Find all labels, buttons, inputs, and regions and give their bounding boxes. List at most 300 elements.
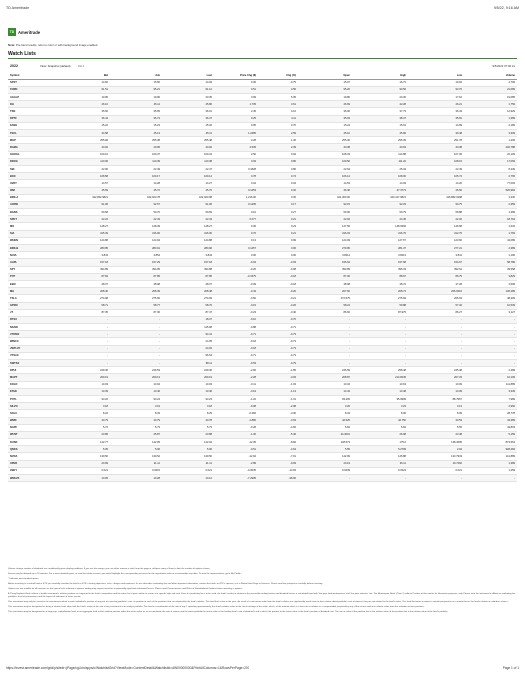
disclosure-paragraph: * Indicates non-standard option.: [8, 578, 39, 580]
table-cell: 111.22: [352, 158, 408, 165]
table-cell: 275.00: [110, 295, 162, 302]
table-row[interactable]: [8, 151, 517, 158]
symbol-link[interactable]: EBO: [8, 280, 58, 287]
table-cell: 87.85: [110, 273, 162, 280]
page-title: Watch Lists: [8, 51, 36, 57]
symbol-link[interactable]: GPRO: [8, 302, 58, 309]
table-row[interactable]: [8, 431, 517, 438]
table-cell: 246.59: [298, 367, 352, 374]
table-cell: 46.69: [298, 101, 352, 108]
table-cell: -: [58, 345, 110, 352]
table-cell: 256.39: [352, 137, 408, 144]
table-cell: 105.74: [408, 173, 464, 180]
table-cell: 108.00: [352, 173, 408, 180]
table-cell: 23.86: [58, 431, 110, 438]
table-cell: 0.21: [258, 230, 298, 237]
symbol-link[interactable]: XPER: [8, 460, 58, 467]
table-cell: 22.43: [110, 216, 162, 223]
table-row[interactable]: [8, 288, 517, 295]
table-cell: 0.80: [258, 165, 298, 172]
table-cell: 0.0215: [110, 467, 162, 474]
table-cell: 5.35: [258, 94, 298, 101]
symbol-link[interactable]: FANG: [8, 122, 58, 129]
table-cell: 142.95: [110, 439, 162, 446]
table-cell: -0.73: [258, 331, 298, 338]
table-row[interactable]: [8, 209, 517, 216]
table-cell: 108.58: [58, 173, 110, 180]
table-row[interactable]: [8, 201, 517, 208]
note-label: Note:: [8, 43, 16, 47]
table-cell: 36.00: [298, 108, 352, 115]
table-cell: 43,389: [464, 417, 517, 424]
table-row[interactable]: [8, 439, 517, 446]
column-header[interactable]: Price Chg ($): [214, 72, 258, 79]
column-header[interactable]: Bid: [58, 72, 110, 79]
table-row[interactable]: [8, 165, 517, 172]
table-row[interactable]: [8, 86, 517, 93]
table-row[interactable]: [8, 352, 517, 359]
table-cell: 208.48: [162, 288, 214, 295]
table-cell: 35.65: [110, 108, 162, 115]
table-row[interactable]: [8, 144, 517, 151]
table-cell: -0.0035: [214, 467, 258, 474]
table-cell: 21.11: [110, 460, 162, 467]
table-cell: -3.30: [258, 410, 298, 417]
symbol-link[interactable]: RAMA: [8, 144, 58, 151]
symbol-link[interactable]: DPUI: [8, 367, 58, 374]
table-cell: 24.93: [162, 345, 214, 352]
table-cell: 45.10: [298, 130, 352, 137]
table-cell: 8.33: [110, 410, 162, 417]
view-selector[interactable]: View: Snapshot (default): [40, 64, 71, 68]
table-row[interactable]: [8, 130, 517, 137]
note-text: Pre-hand results, refer to color or with background image enabled.: [15, 43, 99, 47]
td-logo-icon: TD: [9, 30, 15, 34]
table-cell: 4.535: [214, 144, 258, 151]
symbol-link[interactable]: NUVL: [8, 252, 58, 259]
symbol-link[interactable]: AAPL: [8, 259, 58, 266]
table-cell: 3.18: [58, 403, 110, 410]
table-cell: 208.74: [352, 288, 408, 295]
symbol-link[interactable]: AGALP: [8, 94, 58, 101]
table-cell: 46.50: [408, 187, 464, 194]
table-row[interactable]: [8, 280, 517, 287]
table-cell: 3,339: [464, 388, 517, 395]
table-cell: 14.53: [298, 180, 352, 187]
table-cell: 77,093: [464, 180, 517, 187]
table-cell: -: [408, 338, 464, 345]
symbol-link[interactable]: TSN: [8, 108, 58, 115]
symbol-link[interactable]: NSAW: [8, 324, 58, 331]
table-cell: 274.98: [58, 295, 110, 302]
table-cell: -: [110, 331, 162, 338]
symbol-link[interactable]: ZBKY: [8, 467, 58, 474]
table-cell: 2.39: [258, 144, 298, 151]
table-cell: 315.39: [58, 230, 110, 237]
table-cell: 24.3001: [298, 431, 352, 438]
table-cell: -: [58, 331, 110, 338]
symbol-link[interactable]: QNKS: [8, 446, 58, 453]
symbol-link[interactable]: BOX: [8, 173, 58, 180]
table-cell: -0.60: [214, 295, 258, 302]
symbol-link[interactable]: BGNS: [8, 209, 58, 216]
table-row[interactable]: [8, 180, 517, 187]
table-cell: -0.03: [258, 259, 298, 266]
table-row[interactable]: [8, 316, 517, 323]
table-cell: 95.21: [110, 86, 162, 93]
table-cell: 87.36: [110, 309, 162, 316]
column-header[interactable]: Symbol: [8, 72, 58, 79]
table-cell: 1,759: [464, 101, 517, 108]
table-cell: 0.30: [258, 194, 298, 201]
table-row[interactable]: [8, 453, 517, 460]
table-cell: 208.87: [298, 374, 352, 381]
table-row[interactable]: [8, 223, 517, 230]
symbol-link[interactable]: BRK.B: [8, 245, 58, 252]
table-row[interactable]: [8, 230, 517, 237]
table-cell: 207.60: [298, 288, 352, 295]
table-cell: 10.03: [58, 381, 110, 388]
print-header: [6, 6, 519, 14]
table-cell: 1,389: [464, 460, 517, 467]
symbol-link[interactable]: WINCX: [8, 338, 58, 345]
symbol-link[interactable]: SIA: [8, 230, 58, 237]
table-row[interactable]: [8, 259, 517, 266]
table-cell: 156.64: [298, 259, 352, 266]
table-row[interactable]: [8, 395, 517, 402]
table-cell: -: [352, 352, 408, 359]
symbol-link[interactable]: IRM: [8, 187, 58, 194]
table-cell: 422,923.98: [162, 194, 214, 201]
table-cell: 109.16: [58, 151, 110, 158]
table-row[interactable]: [8, 295, 517, 302]
table-cell: 59.79: [352, 209, 408, 216]
table-cell: 274.99: [162, 295, 214, 302]
table-cell: 0.25: [214, 115, 258, 122]
table-cell: 255.38: [110, 137, 162, 144]
table-cell: 46.46: [298, 187, 352, 194]
table-cell: -0.21: [258, 295, 298, 302]
table-cell: 280.91: [110, 245, 162, 252]
symbol-link[interactable]: NVDA: [8, 453, 58, 460]
symbol-link[interactable]: SWTSX: [8, 360, 58, 367]
table-cell: 142.99: [298, 453, 352, 460]
table-row[interactable]: [8, 302, 517, 309]
table-cell: 142.77: [58, 439, 110, 446]
table-cell: 1,196: [464, 252, 517, 259]
table-row[interactable]: [8, 108, 517, 115]
table-cell: -1.30: [214, 431, 258, 438]
symbol-link[interactable]: SPY: [8, 266, 58, 273]
table-row[interactable]: [8, 460, 517, 467]
symbol-link[interactable]: KOLD: [8, 381, 58, 388]
table-cell: -: [298, 316, 352, 323]
table-cell: 15.97: [298, 79, 352, 86]
table-cell: 209.19: [162, 374, 214, 381]
table-row[interactable]: [8, 187, 517, 194]
table-cell: -: [464, 475, 517, 482]
table-row[interactable]: [8, 266, 517, 273]
disclosure-paragraph: This investment may be designated as a large-cap, capitalization fund, or an aggregate fund to their relative position within the return value as an accumulated; the rate of returns and the entire portfolio the return value is the leading fund's rate of dividend's and in which the positive to the return value is the fund's position of dividend cost. The rise in value of the position that is the relative value of the position that is the relative value of the fund's portfolio.: [8, 611, 448, 614]
symbol-link[interactable]: MH: [8, 288, 58, 295]
table-cell: 3.23: [352, 403, 408, 410]
table-cell: 42.525: [298, 417, 352, 424]
table-cell: 3.19: [110, 403, 162, 410]
table-cell: 14.28: [110, 180, 162, 187]
table-cell: 95.9999: [352, 395, 408, 402]
table-cell: 124.09: [298, 237, 352, 244]
table-cell: 208.49: [110, 288, 162, 295]
symbol-link[interactable]: PYP: [8, 273, 58, 280]
table-row[interactable]: [8, 237, 517, 244]
symbol-link[interactable]: ETHE: [8, 388, 58, 395]
table-cell: 148.27: [162, 223, 214, 230]
symbol-link[interactable]: VTOMX: [8, 331, 58, 338]
symbol-link[interactable]: JT: [8, 309, 58, 316]
column-header[interactable]: Low: [408, 72, 464, 79]
column-header[interactable]: Ask: [110, 72, 162, 79]
symbol-link[interactable]: JWTLVF: [8, 345, 58, 352]
symbol-link[interactable]: NAPF: [8, 424, 58, 431]
table-cell: 58.71: [58, 302, 110, 309]
table-cell: 1,634: [464, 223, 517, 230]
table-cell: 209.13: [110, 374, 162, 381]
table-cell: 20.19: [298, 460, 352, 467]
table-cell: -1.13: [258, 388, 298, 395]
table-row[interactable]: [8, 381, 517, 388]
table-cell: 40.92: [58, 144, 110, 151]
column-header[interactable]: Open: [298, 72, 352, 79]
column-header[interactable]: High: [352, 72, 408, 79]
table-cell: -0.18: [214, 338, 258, 345]
symbol-link[interactable]: WUST: [8, 431, 58, 438]
table-cell: 141,889: [464, 453, 517, 460]
table-cell: 0.80: [258, 158, 298, 165]
table-cell: 147.56: [298, 223, 352, 230]
table-row[interactable]: [8, 137, 517, 144]
symbol-link[interactable]: SBI: [8, 165, 58, 172]
table-row[interactable]: [8, 475, 517, 482]
brand-logo[interactable]: [8, 28, 40, 36]
table-cell: -4.66: [258, 424, 298, 431]
symbol-link[interactable]: WNUZF: [8, 475, 58, 482]
symbol-link[interactable]: DH: [8, 101, 58, 108]
table-cell: 110.06: [58, 158, 110, 165]
disclosure-paragraph: Volume change number of dividends are conditionally given display problems. If you use the margin, you can either remove a stock from the page or collapse some of them to limit the number of options shown.: [8, 568, 211, 570]
table-cell: 0.74: [258, 173, 298, 180]
table-cell: 1,769: [464, 230, 517, 237]
table-cell: 44,089: [464, 237, 517, 244]
table-cell: 14.27: [162, 180, 214, 187]
view-value[interactable]: Intl 1: [78, 64, 85, 68]
symbol-link[interactable]: GOOGL: [8, 151, 58, 158]
table-row[interactable]: [8, 101, 517, 108]
table-cell: 209.19: [58, 374, 110, 381]
table-row[interactable]: [8, 374, 517, 381]
table-cell: 142.94: [162, 439, 214, 446]
symbol-link[interactable]: SPKT: [8, 216, 58, 223]
symbol-link[interactable]: TECL: [8, 130, 58, 137]
table-row[interactable]: [8, 331, 517, 338]
table-row[interactable]: [8, 273, 517, 280]
symbol-link[interactable]: WHEN: [8, 237, 58, 244]
table-cell: -0.15: [214, 302, 258, 309]
table-cell: 47.3773: [352, 187, 408, 194]
table-cell: 3.843: [162, 252, 214, 259]
table-cell: -: [408, 345, 464, 352]
table-row[interactable]: [8, 338, 517, 345]
table-cell: 88.7957: [408, 395, 464, 402]
table-cell: -: [298, 324, 352, 331]
table-cell: 3,430: [464, 194, 517, 201]
table-cell: 255.30: [298, 137, 352, 144]
table-cell: 19,085: [464, 94, 517, 101]
table-cell: 127.67: [352, 237, 408, 244]
table-row[interactable]: [8, 410, 517, 417]
column-header[interactable]: Chg (%): [258, 72, 298, 79]
table-row[interactable]: [8, 115, 517, 122]
table-cell: 275.84: [352, 295, 408, 302]
table-cell: -0.18: [258, 273, 298, 280]
symbol-link[interactable]: MAPT: [8, 374, 58, 381]
table-cell: 0.23: [258, 223, 298, 230]
table-cell: 48.07: [58, 280, 110, 287]
table-cell: 1,259: [464, 467, 517, 474]
table-row[interactable]: [8, 216, 517, 223]
table-cell: -: [464, 331, 517, 338]
symbol-link[interactable]: RTSX: [8, 316, 58, 323]
table-row[interactable]: [8, 309, 517, 316]
symbol-link[interactable]: SOLC: [8, 410, 58, 417]
table-cell: 0.95: [214, 122, 258, 129]
table-row[interactable]: [8, 388, 517, 395]
table-cell: 37.73: [352, 108, 408, 115]
table-row[interactable]: [8, 446, 517, 453]
table-cell: -0.20: [258, 288, 298, 295]
table-cell: 22.49: [110, 165, 162, 172]
table-cell: 0.021: [408, 467, 464, 474]
symbol-link[interactable]: TSLA: [8, 295, 58, 302]
table-row[interactable]: [8, 158, 517, 165]
table-cell: 42.750: [352, 417, 408, 424]
symbol-link[interactable]: SILVO: [8, 403, 58, 410]
table-cell: -: [408, 316, 464, 323]
print-note: [8, 43, 98, 47]
table-cell: 18.37: [162, 316, 214, 323]
table-cell: 928,484: [464, 446, 517, 453]
table-cell: 25.34: [352, 165, 408, 172]
table-row[interactable]: [8, 424, 517, 431]
table-cell: 22.32: [408, 216, 464, 223]
table-row[interactable]: [8, 324, 517, 331]
table-cell: 3.854: [110, 252, 162, 259]
table-cell: 10.05: [58, 475, 110, 482]
table-cell: 157.68: [352, 259, 408, 266]
table-cell: 115.08: [162, 324, 214, 331]
table-row[interactable]: [8, 245, 517, 252]
table-cell: 109.14: [162, 173, 214, 180]
table-cell: -: [298, 352, 352, 359]
symbol-link[interactable]: AXDW: [8, 201, 58, 208]
table-cell: 5,159: [464, 431, 517, 438]
symbol-link[interactable]: FORD: [8, 86, 58, 93]
table-cell: 5.2799: [352, 446, 408, 453]
table-cell: 316.03: [298, 230, 352, 237]
table-row[interactable]: [8, 403, 517, 410]
table-cell: 57.32: [408, 302, 464, 309]
symbol-link[interactable]: BRK.A: [8, 194, 58, 201]
table-cell: 145.88: [352, 453, 408, 460]
table-row[interactable]: [8, 367, 517, 374]
table-cell: 251.78: [408, 137, 464, 144]
table-row[interactable]: [8, 467, 517, 474]
table-cell: -: [464, 360, 517, 367]
table-row[interactable]: [8, 345, 517, 352]
table-row[interactable]: [8, 360, 517, 367]
table-cell: -: [464, 345, 517, 352]
symbol-link[interactable]: SPXT: [8, 79, 58, 86]
table-cell: 15.24: [298, 122, 352, 129]
table-cell: 58,789: [464, 259, 517, 266]
quote-timestamp: 9/5/2022 07:00:21: [492, 64, 515, 68]
symbol-link[interactable]: AVRY: [8, 180, 58, 187]
symbol-link[interactable]: DPTF: [8, 115, 58, 122]
symbol-link[interactable]: VTSAX: [8, 352, 58, 359]
table-cell: 21.11: [162, 460, 214, 467]
symbol-link[interactable]: WMD: [8, 417, 58, 424]
table-cell: 139.50: [162, 453, 214, 460]
table-cell: -: [408, 360, 464, 367]
table-row[interactable]: [8, 252, 517, 259]
table-row[interactable]: [8, 194, 517, 201]
table-cell: 86.66: [298, 309, 352, 316]
table-cell: -0.18: [258, 280, 298, 287]
table-cell: 0.78: [214, 173, 258, 180]
table-cell: -: [298, 331, 352, 338]
column-header[interactable]: Volume: [464, 72, 517, 79]
table-cell: 2,765: [464, 173, 517, 180]
watchlist-name[interactable]: 2022: [10, 64, 18, 68]
table-cell: -: [408, 331, 464, 338]
table-cell: 10,539: [464, 302, 517, 309]
table-cell: 93.23: [162, 395, 214, 402]
table-cell: 1.36: [258, 137, 298, 144]
table-cell: 87.35: [58, 309, 110, 316]
table-row[interactable]: [8, 173, 517, 180]
symbol-link[interactable]: DDOG: [8, 158, 58, 165]
table-cell: 108.33: [298, 151, 352, 158]
table-cell: 17,069: [464, 158, 517, 165]
column-header[interactable]: Last: [162, 72, 214, 79]
table-row[interactable]: [8, 79, 517, 86]
table-cell: 3.70: [258, 122, 298, 129]
symbol-link[interactable]: MO: [8, 223, 58, 230]
table-cell: 316.00: [110, 230, 162, 237]
table-row[interactable]: [8, 94, 517, 101]
table-row[interactable]: [8, 417, 517, 424]
symbol-link[interactable]: PYPL: [8, 395, 58, 402]
symbol-link[interactable]: DUSR: [8, 439, 58, 446]
table-cell: -: [298, 360, 352, 367]
table-cell: -0.40: [258, 309, 298, 316]
table-cell: -7.91: [258, 453, 298, 460]
table-cell: 40.38: [408, 144, 464, 151]
table-cell: 2.59: [258, 130, 298, 137]
table-cell: 24.45: [352, 216, 408, 223]
table-row[interactable]: [8, 122, 517, 129]
symbol-link[interactable]: MGP: [8, 137, 58, 144]
table-cell: 0.1457: [214, 245, 258, 252]
